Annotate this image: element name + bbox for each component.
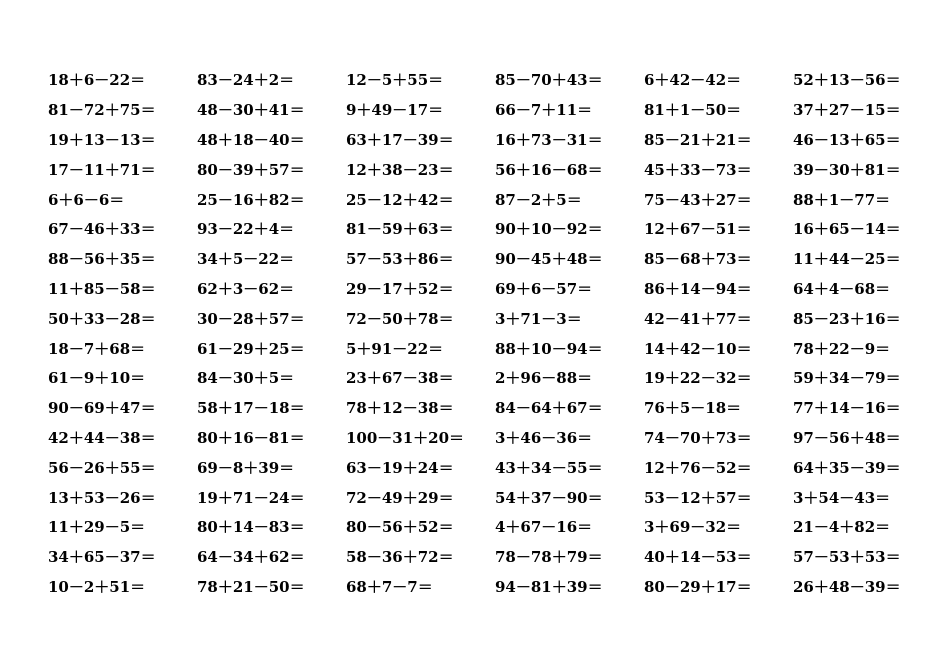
problem-row — [48, 245, 928, 275]
problem-row — [48, 364, 928, 394]
arithmetic-problem: 57－53＋86＝ — [346, 250, 454, 269]
arithmetic-problem: 90－45＋48＝ — [495, 250, 603, 269]
arithmetic-problem: 3＋54－43＝ — [793, 488, 891, 507]
arithmetic-problem: 12＋38－23＝ — [346, 160, 454, 179]
arithmetic-problem: 72－50＋78＝ — [346, 309, 454, 328]
arithmetic-problem: 54＋37－90＝ — [495, 488, 603, 507]
arithmetic-problem: 10－2＋51＝ — [48, 577, 146, 596]
arithmetic-problem: 19＋22－32＝ — [644, 369, 752, 388]
arithmetic-problem: 58－36＋72＝ — [346, 548, 454, 567]
problem-row — [48, 275, 928, 305]
arithmetic-problem: 84－64＋67＝ — [495, 399, 603, 418]
problem-row — [48, 185, 928, 215]
arithmetic-problem: 81－72＋75＝ — [48, 101, 156, 120]
problem-row — [48, 155, 928, 185]
arithmetic-problem: 85－68＋73＝ — [644, 250, 752, 269]
arithmetic-problem: 39－30＋81＝ — [793, 160, 901, 179]
arithmetic-problem: 21－4＋82＝ — [793, 518, 891, 537]
arithmetic-problem: 88＋10－94＝ — [495, 339, 603, 358]
arithmetic-problem: 19＋13－13＝ — [48, 130, 156, 149]
problem-row — [48, 513, 928, 543]
arithmetic-problem: 53－12＋57＝ — [644, 488, 752, 507]
problem-row — [48, 543, 928, 573]
arithmetic-problem: 25－12＋42＝ — [346, 190, 454, 209]
arithmetic-problem: 18－7＋68＝ — [48, 339, 146, 358]
arithmetic-problem: 25－16＋82＝ — [197, 190, 305, 209]
arithmetic-problem: 12＋76－52＝ — [644, 458, 752, 477]
problem-row — [48, 215, 928, 245]
arithmetic-problem: 85－21＋21＝ — [644, 130, 752, 149]
arithmetic-problem: 59＋34－79＝ — [793, 369, 901, 388]
arithmetic-problem: 69－8＋39＝ — [197, 458, 295, 477]
arithmetic-problem: 34＋5－22＝ — [197, 250, 295, 269]
arithmetic-problem: 97－56＋48＝ — [793, 428, 901, 447]
arithmetic-problem: 3＋69－32＝ — [644, 518, 742, 537]
arithmetic-problem: 64＋4－68＝ — [793, 279, 891, 298]
arithmetic-problem: 57－53＋53＝ — [793, 548, 901, 567]
arithmetic-problem: 68＋7－7＝ — [346, 577, 433, 596]
arithmetic-problem: 34＋65－37＝ — [48, 548, 156, 567]
arithmetic-problem: 40＋14－53＝ — [644, 548, 752, 567]
arithmetic-worksheet — [48, 66, 928, 602]
arithmetic-problem: 94－81＋39＝ — [495, 577, 603, 596]
arithmetic-problem: 5＋91－22＝ — [346, 339, 444, 358]
arithmetic-problem: 11＋85－58＝ — [48, 279, 156, 298]
problem-row — [48, 126, 928, 156]
arithmetic-problem: 45＋33－73＝ — [644, 160, 752, 179]
arithmetic-problem: 72－49＋29＝ — [346, 488, 454, 507]
arithmetic-problem: 2＋96－88＝ — [495, 369, 593, 388]
problem-row — [48, 424, 928, 454]
arithmetic-problem: 78＋22－9＝ — [793, 339, 891, 358]
problem-row — [48, 453, 928, 483]
arithmetic-problem: 78＋21－50＝ — [197, 577, 305, 596]
arithmetic-problem: 76＋5－18＝ — [644, 399, 742, 418]
arithmetic-problem: 46－13＋65＝ — [793, 130, 901, 149]
problem-row — [48, 573, 928, 603]
arithmetic-problem: 9＋49－17＝ — [346, 101, 444, 120]
arithmetic-problem: 69＋6－57＝ — [495, 279, 593, 298]
problem-row — [48, 304, 928, 334]
arithmetic-problem: 11＋44－25＝ — [793, 250, 901, 269]
arithmetic-problem: 74－70＋73＝ — [644, 428, 752, 447]
arithmetic-problem: 58＋17－18＝ — [197, 399, 305, 418]
arithmetic-problem: 86＋14－94＝ — [644, 279, 752, 298]
arithmetic-problem: 43＋34－55＝ — [495, 458, 603, 477]
arithmetic-problem: 12＋67－51＝ — [644, 220, 752, 239]
arithmetic-problem: 64＋35－39＝ — [793, 458, 901, 477]
arithmetic-problem: 81－59＋63＝ — [346, 220, 454, 239]
arithmetic-problem: 42－41＋77＝ — [644, 309, 752, 328]
arithmetic-problem: 13＋53－26＝ — [48, 488, 156, 507]
arithmetic-problem: 81＋1－50＝ — [644, 101, 742, 120]
arithmetic-problem: 12－5＋55＝ — [346, 71, 444, 90]
arithmetic-problem: 48＋18－40＝ — [197, 130, 305, 149]
arithmetic-problem: 93－22＋4＝ — [197, 220, 295, 239]
arithmetic-problem: 88－56＋35＝ — [48, 250, 156, 269]
arithmetic-problem: 14＋42－10＝ — [644, 339, 752, 358]
arithmetic-problem: 6＋42－42＝ — [644, 71, 742, 90]
arithmetic-problem: 78－78＋79＝ — [495, 548, 603, 567]
arithmetic-problem: 26＋48－39＝ — [793, 577, 901, 596]
arithmetic-problem: 16＋73－31＝ — [495, 130, 603, 149]
arithmetic-problem: 62＋3－62＝ — [197, 279, 295, 298]
arithmetic-problem: 78＋12－38＝ — [346, 399, 454, 418]
arithmetic-problem: 84－30＋5＝ — [197, 369, 295, 388]
arithmetic-problem: 85－23＋16＝ — [793, 309, 901, 328]
arithmetic-problem: 80－39＋57＝ — [197, 160, 305, 179]
arithmetic-problem: 85－70＋43＝ — [495, 71, 603, 90]
arithmetic-problem: 64－34＋62＝ — [197, 548, 305, 567]
arithmetic-problem: 56＋16－68＝ — [495, 160, 603, 179]
arithmetic-problem: 83－24＋2＝ — [197, 71, 295, 90]
arithmetic-problem: 11＋29－5＝ — [48, 518, 146, 537]
arithmetic-problem: 29－17＋52＝ — [346, 279, 454, 298]
arithmetic-problem: 63－19＋24＝ — [346, 458, 454, 477]
arithmetic-problem: 19＋71－24＝ — [197, 488, 305, 507]
arithmetic-problem: 61－9＋10＝ — [48, 369, 146, 388]
arithmetic-problem: 90－69＋47＝ — [48, 399, 156, 418]
problem-row — [48, 334, 928, 364]
arithmetic-problem: 77＋14－16＝ — [793, 399, 901, 418]
arithmetic-problem: 6＋6－6＝ — [48, 190, 125, 209]
arithmetic-problem: 3＋46－36＝ — [495, 428, 593, 447]
arithmetic-problem: 48－30＋41＝ — [197, 101, 305, 120]
arithmetic-problem: 61－29＋25＝ — [197, 339, 305, 358]
arithmetic-problem: 80＋14－83＝ — [197, 518, 305, 537]
arithmetic-problem: 88＋1－77＝ — [793, 190, 891, 209]
arithmetic-problem: 66－7＋11＝ — [495, 101, 593, 120]
arithmetic-problem: 80－29＋17＝ — [644, 577, 752, 596]
arithmetic-problem: 37＋27－15＝ — [793, 101, 901, 120]
arithmetic-problem: 90＋10－92＝ — [495, 220, 603, 239]
arithmetic-problem: 67－46＋33＝ — [48, 220, 156, 239]
arithmetic-problem: 42＋44－38＝ — [48, 428, 156, 447]
arithmetic-problem: 87－2＋5＝ — [495, 190, 582, 209]
problem-row — [48, 394, 928, 424]
arithmetic-problem: 3＋71－3＝ — [495, 309, 582, 328]
arithmetic-problem: 50＋33－28＝ — [48, 309, 156, 328]
arithmetic-problem: 16＋65－14＝ — [793, 220, 901, 239]
arithmetic-problem: 80＋16－81＝ — [197, 428, 305, 447]
arithmetic-problem: 4＋67－16＝ — [495, 518, 593, 537]
arithmetic-problem: 30－28＋57＝ — [197, 309, 305, 328]
arithmetic-problem: 56－26＋55＝ — [48, 458, 156, 477]
problem-row — [48, 66, 928, 96]
problem-row — [48, 96, 928, 126]
arithmetic-problem: 63＋17－39＝ — [346, 130, 454, 149]
arithmetic-problem: 23＋67－38＝ — [346, 369, 454, 388]
arithmetic-problem: 75－43＋27＝ — [644, 190, 752, 209]
problem-row — [48, 483, 928, 513]
arithmetic-problem: 18＋6－22＝ — [48, 71, 146, 90]
arithmetic-problem: 17－11＋71＝ — [48, 160, 156, 179]
arithmetic-problem: 80－56＋52＝ — [346, 518, 454, 537]
arithmetic-problem: 52＋13－56＝ — [793, 71, 901, 90]
arithmetic-problem: 100－31＋20＝ — [346, 428, 465, 447]
